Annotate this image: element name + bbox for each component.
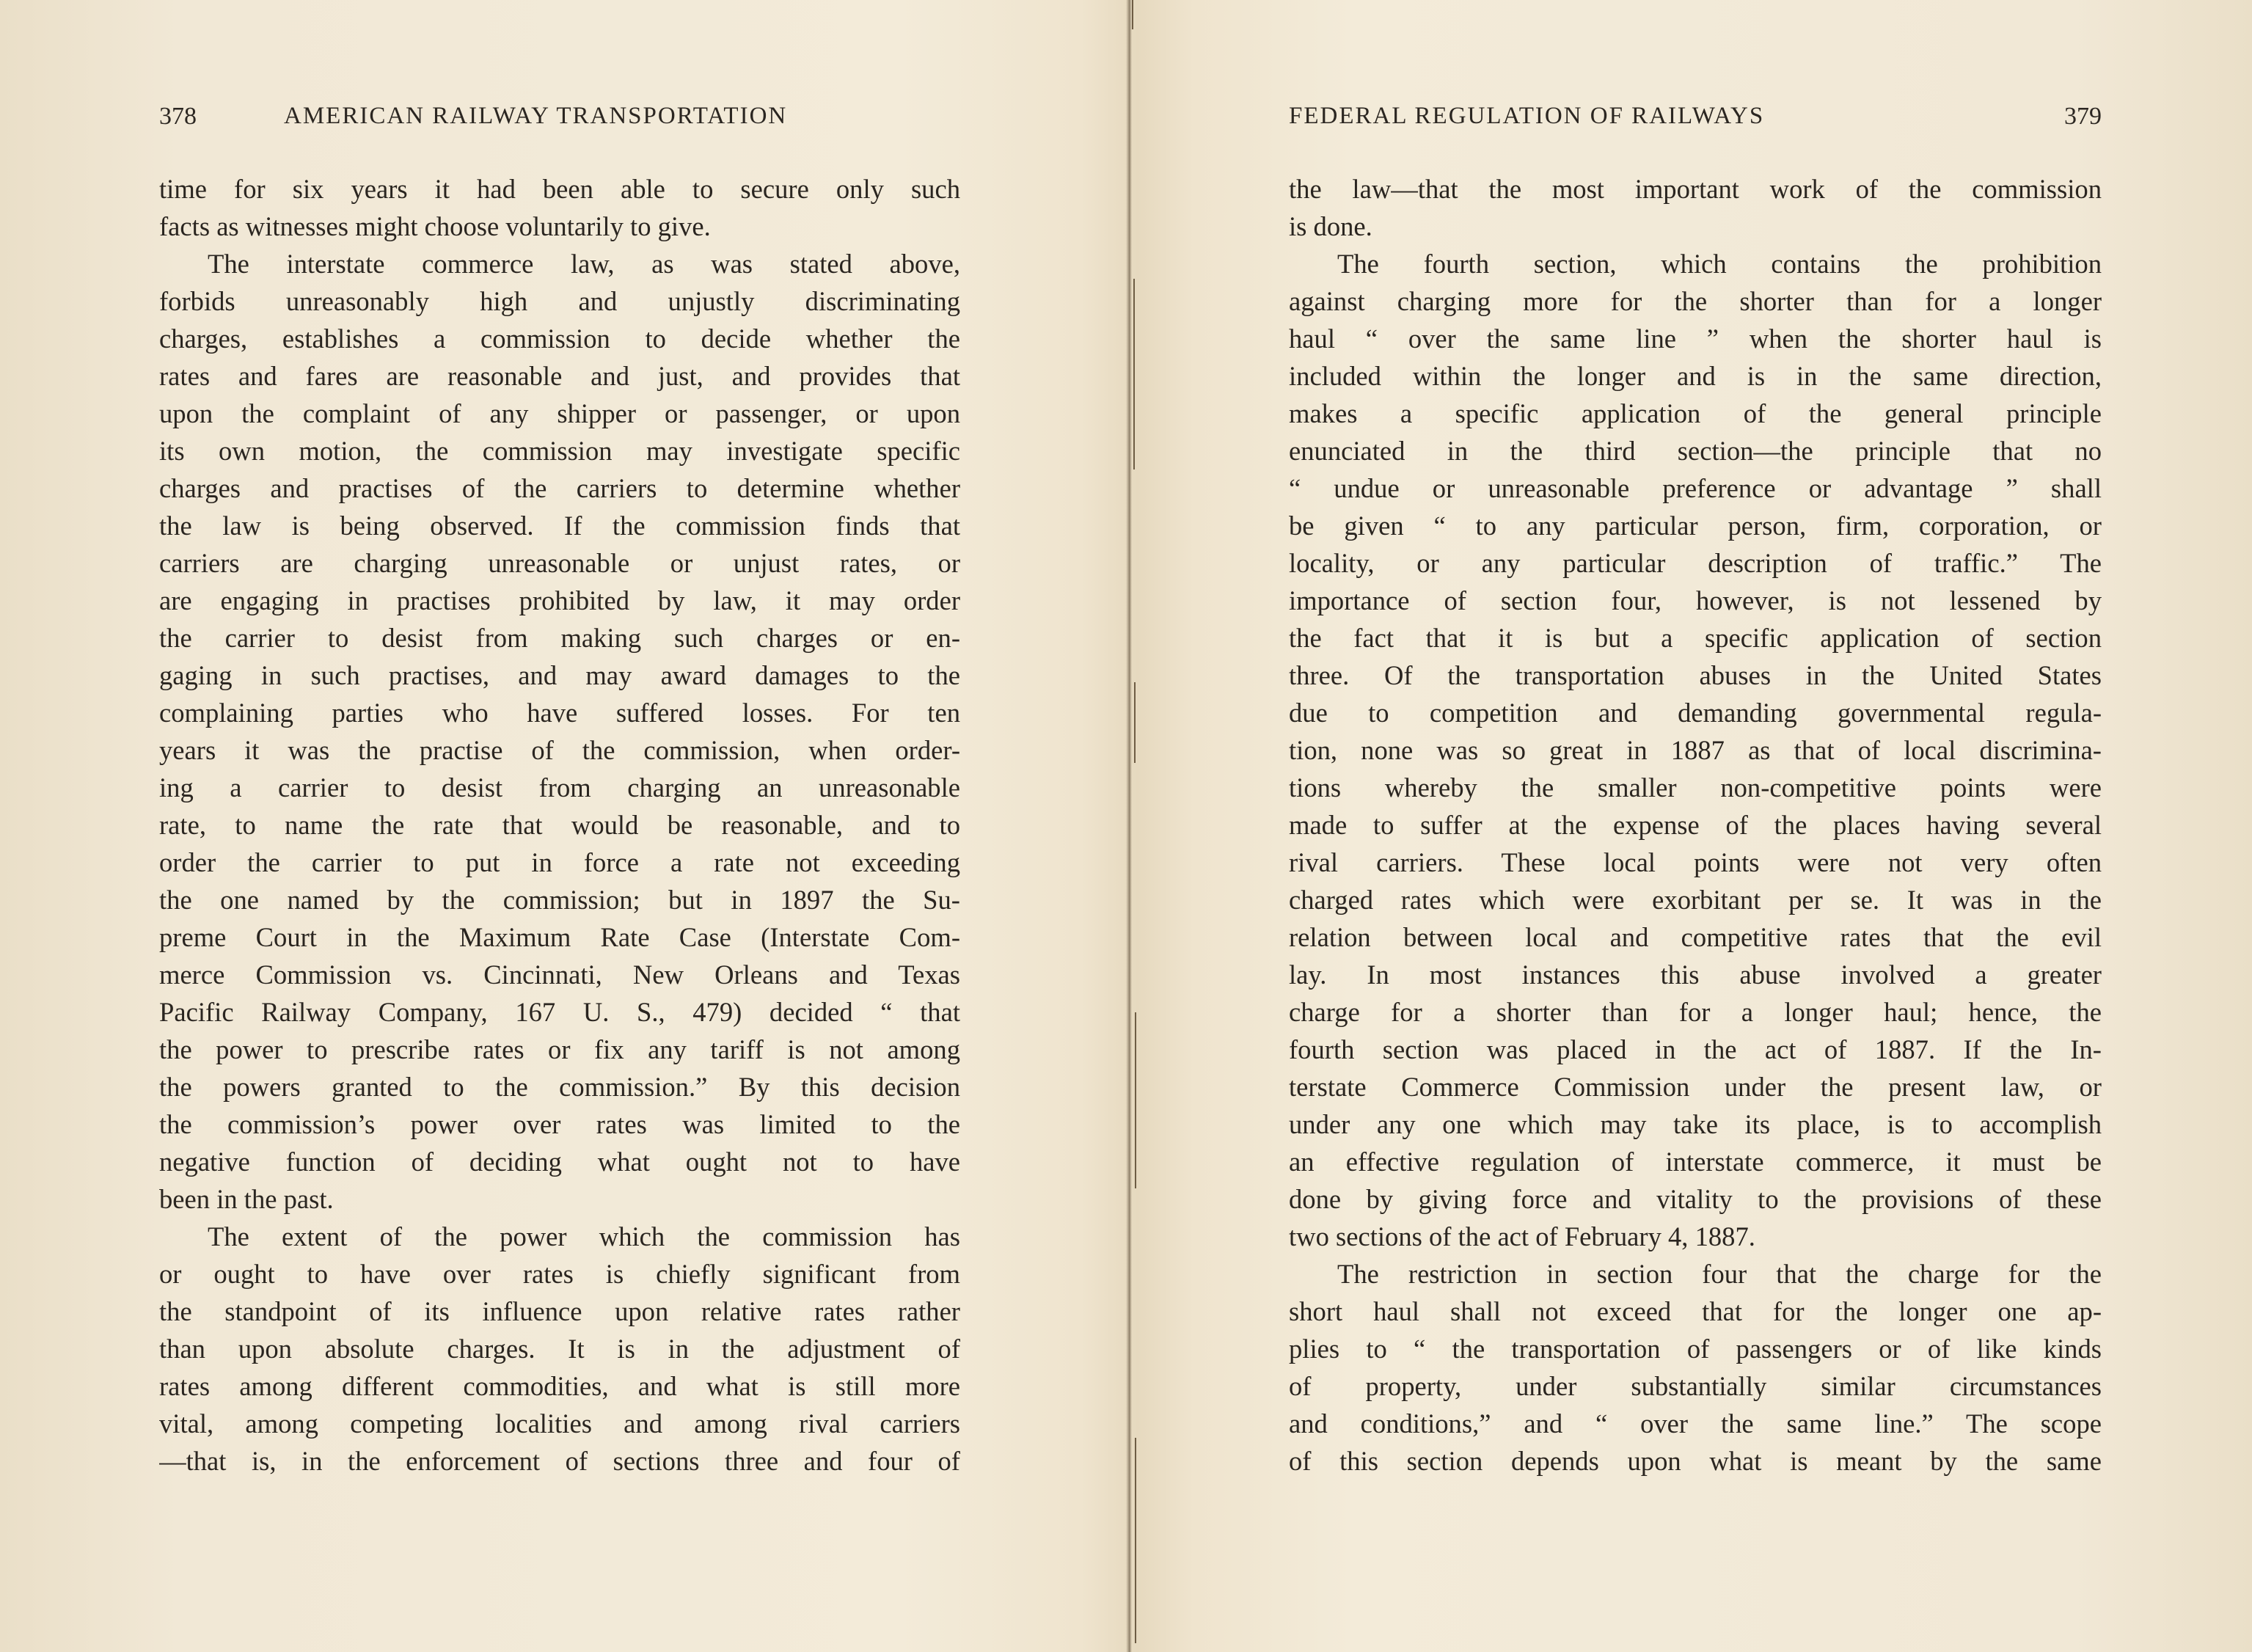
text-line: The extent of the power which the commission has xyxy=(208,1221,960,1251)
text-line: complaining parties who have suffered losses. For ten xyxy=(159,698,960,728)
text-line: ing a carrier to desist from charging an unreasonable xyxy=(159,772,960,803)
text-line: Pacific Railway Company, 167 U. S., 479) decided “ that xyxy=(159,997,960,1027)
left-page-body xyxy=(159,170,960,1480)
text-line: the fact that it is but a specific application of section xyxy=(1289,623,2102,653)
text-line: relation between local and competitive rates that the evil xyxy=(1289,922,2102,952)
text-line: is done. xyxy=(1289,211,1372,241)
text-line: carriers are charging unreasonable or unjust rates, or xyxy=(159,548,960,578)
text-line: enunciated in the third section—the principle that no xyxy=(1289,436,2102,466)
text-line: rates among different commodities, and what is still more xyxy=(159,1371,960,1401)
text-line: the commission’s power over rates was limited to the xyxy=(159,1109,960,1139)
text-line: be given “ to any particular person, firm, corporation, or xyxy=(1289,511,2102,541)
text-line: tions whereby the smaller non-competitive points were xyxy=(1289,772,2102,803)
text-line: of this section depends upon what is meant by the same xyxy=(1289,1446,2102,1476)
text-line: done by giving force and vitality to the provisions of these xyxy=(1289,1184,2102,1214)
text-line: years it was the practise of the commission, when order- xyxy=(159,735,960,765)
left-page-number: 378 xyxy=(159,103,197,130)
right-page-body xyxy=(1289,170,2102,1480)
text-line: The interstate commerce law, as was stated above, xyxy=(208,249,960,279)
text-line: against charging more for the shorter than for a longer xyxy=(1289,286,2102,316)
text-line: preme Court in the Maximum Rate Case (Interstate Com- xyxy=(159,922,960,952)
text-line: gaging in such practises, and may award damages to the xyxy=(159,660,960,690)
text-line: fourth section was placed in the act of 1887. If the In- xyxy=(1289,1034,2102,1064)
text-line: its own motion, the commission may investigate specific xyxy=(159,436,960,466)
binding-mark xyxy=(1135,1438,1136,1643)
text-line: lay. In most instances this abuse involved a greater xyxy=(1289,960,2102,990)
binding-mark xyxy=(1134,682,1136,763)
text-line: made to suffer at the expense of the places having several xyxy=(1289,810,2102,840)
text-line: the powers granted to the commission.” By this decision xyxy=(159,1072,960,1102)
text-line: an effective regulation of interstate commerce, it must be xyxy=(1289,1147,2102,1177)
right-page xyxy=(1126,0,2252,1652)
text-line: tion, none was so great in 1887 as that of local discrimina- xyxy=(1289,735,2102,765)
text-line: or ought to have over rates is chiefly significant from xyxy=(159,1259,960,1289)
text-line: facts as witnesses might choose voluntarily to give. xyxy=(159,211,711,241)
text-line: the law—that the most important work of the commission xyxy=(1289,174,2102,204)
text-line: included within the longer and is in the same direction, xyxy=(1289,361,2102,391)
text-line: merce Commission vs. Cincinnati, New Orleans and Texas xyxy=(159,960,960,990)
text-line: The fourth section, which contains the prohibition xyxy=(1337,249,2102,279)
text-line: due to competition and demanding governmental regula- xyxy=(1289,698,2102,728)
text-line: than upon absolute charges. It is in the adjustment of xyxy=(159,1334,960,1364)
text-line: charge for a shorter than for a longer haul; hence, the xyxy=(1289,997,2102,1027)
binding-mark xyxy=(1133,279,1135,469)
text-line: two sections of the act of February 4, 1887. xyxy=(1289,1221,1755,1251)
text-line: forbids unreasonably high and unjustly discriminating xyxy=(159,286,960,316)
text-line: importance of section four, however, is not lessened by xyxy=(1289,585,2102,615)
text-line: locality, or any particular description of traffic.” The xyxy=(1289,548,2102,578)
text-line: the one named by the commission; but in 1897 the Su- xyxy=(159,885,960,915)
text-line: vital, among competing localities and among rival carriers xyxy=(159,1408,960,1439)
text-line: plies to “ the transportation of passengers or of like kinds xyxy=(1289,1334,2102,1364)
text-line: of property, under substantially similar circumstances xyxy=(1289,1371,2102,1401)
text-line: under any one which may take its place, is to accomplish xyxy=(1289,1109,2102,1139)
text-line: rival carriers. These local points were not very often xyxy=(1289,847,2102,877)
text-line: “ undue or unreasonable preference or advantage ” shall xyxy=(1289,473,2102,503)
text-line: charges and practises of the carriers to determine whether xyxy=(159,473,960,503)
text-line: the law is being observed. If the commission finds that xyxy=(159,511,960,541)
text-line: the power to prescribe rates or fix any tariff is not among xyxy=(159,1034,960,1064)
text-line: upon the complaint of any shipper or passenger, or upon xyxy=(159,398,960,428)
text-line: —that is, in the enforcement of sections three and four of xyxy=(159,1446,960,1476)
binding-mark xyxy=(1135,1012,1136,1188)
text-line: the carrier to desist from making such charges or en- xyxy=(159,623,960,653)
text-line: time for six years it had been able to secure only such xyxy=(159,174,960,204)
text-line: charged rates which were exorbitant per se. It was in the xyxy=(1289,885,2102,915)
text-line: are engaging in practises prohibited by law, it may order xyxy=(159,585,960,615)
text-line: rates and fares are reasonable and just, and provides that xyxy=(159,361,960,391)
text-line: short haul shall not exceed that for the longer one ap- xyxy=(1289,1296,2102,1326)
text-line: charges, establishes a commission to decide whether the xyxy=(159,324,960,354)
right-page-number: 379 xyxy=(2064,103,2102,130)
text-line: and conditions,” and “ over the same line.” The scope xyxy=(1289,1408,2102,1439)
text-line: been in the past. xyxy=(159,1184,334,1214)
text-line: three. Of the transportation abuses in the United States xyxy=(1289,660,2102,690)
text-line: negative function of deciding what ought not to have xyxy=(159,1147,960,1177)
text-line: makes a specific application of the general principle xyxy=(1289,398,2102,428)
binding-mark xyxy=(1132,0,1133,29)
text-line: haul “ over the same line ” when the shorter haul is xyxy=(1289,324,2102,354)
text-line: the standpoint of its influence upon relative rates rather xyxy=(159,1296,960,1326)
text-line: terstate Commerce Commission under the present law, or xyxy=(1289,1072,2102,1102)
text-line: order the carrier to put in force a rate not exceeding xyxy=(159,847,960,877)
left-running-title: AMERICAN RAILWAY TRANSPORTATION xyxy=(284,103,788,129)
text-line: rate, to name the rate that would be reasonable, and to xyxy=(159,810,960,840)
right-running-title: FEDERAL REGULATION OF RAILWAYS xyxy=(1289,103,1765,129)
text-line: The restriction in section four that the charge for the xyxy=(1337,1259,2102,1289)
